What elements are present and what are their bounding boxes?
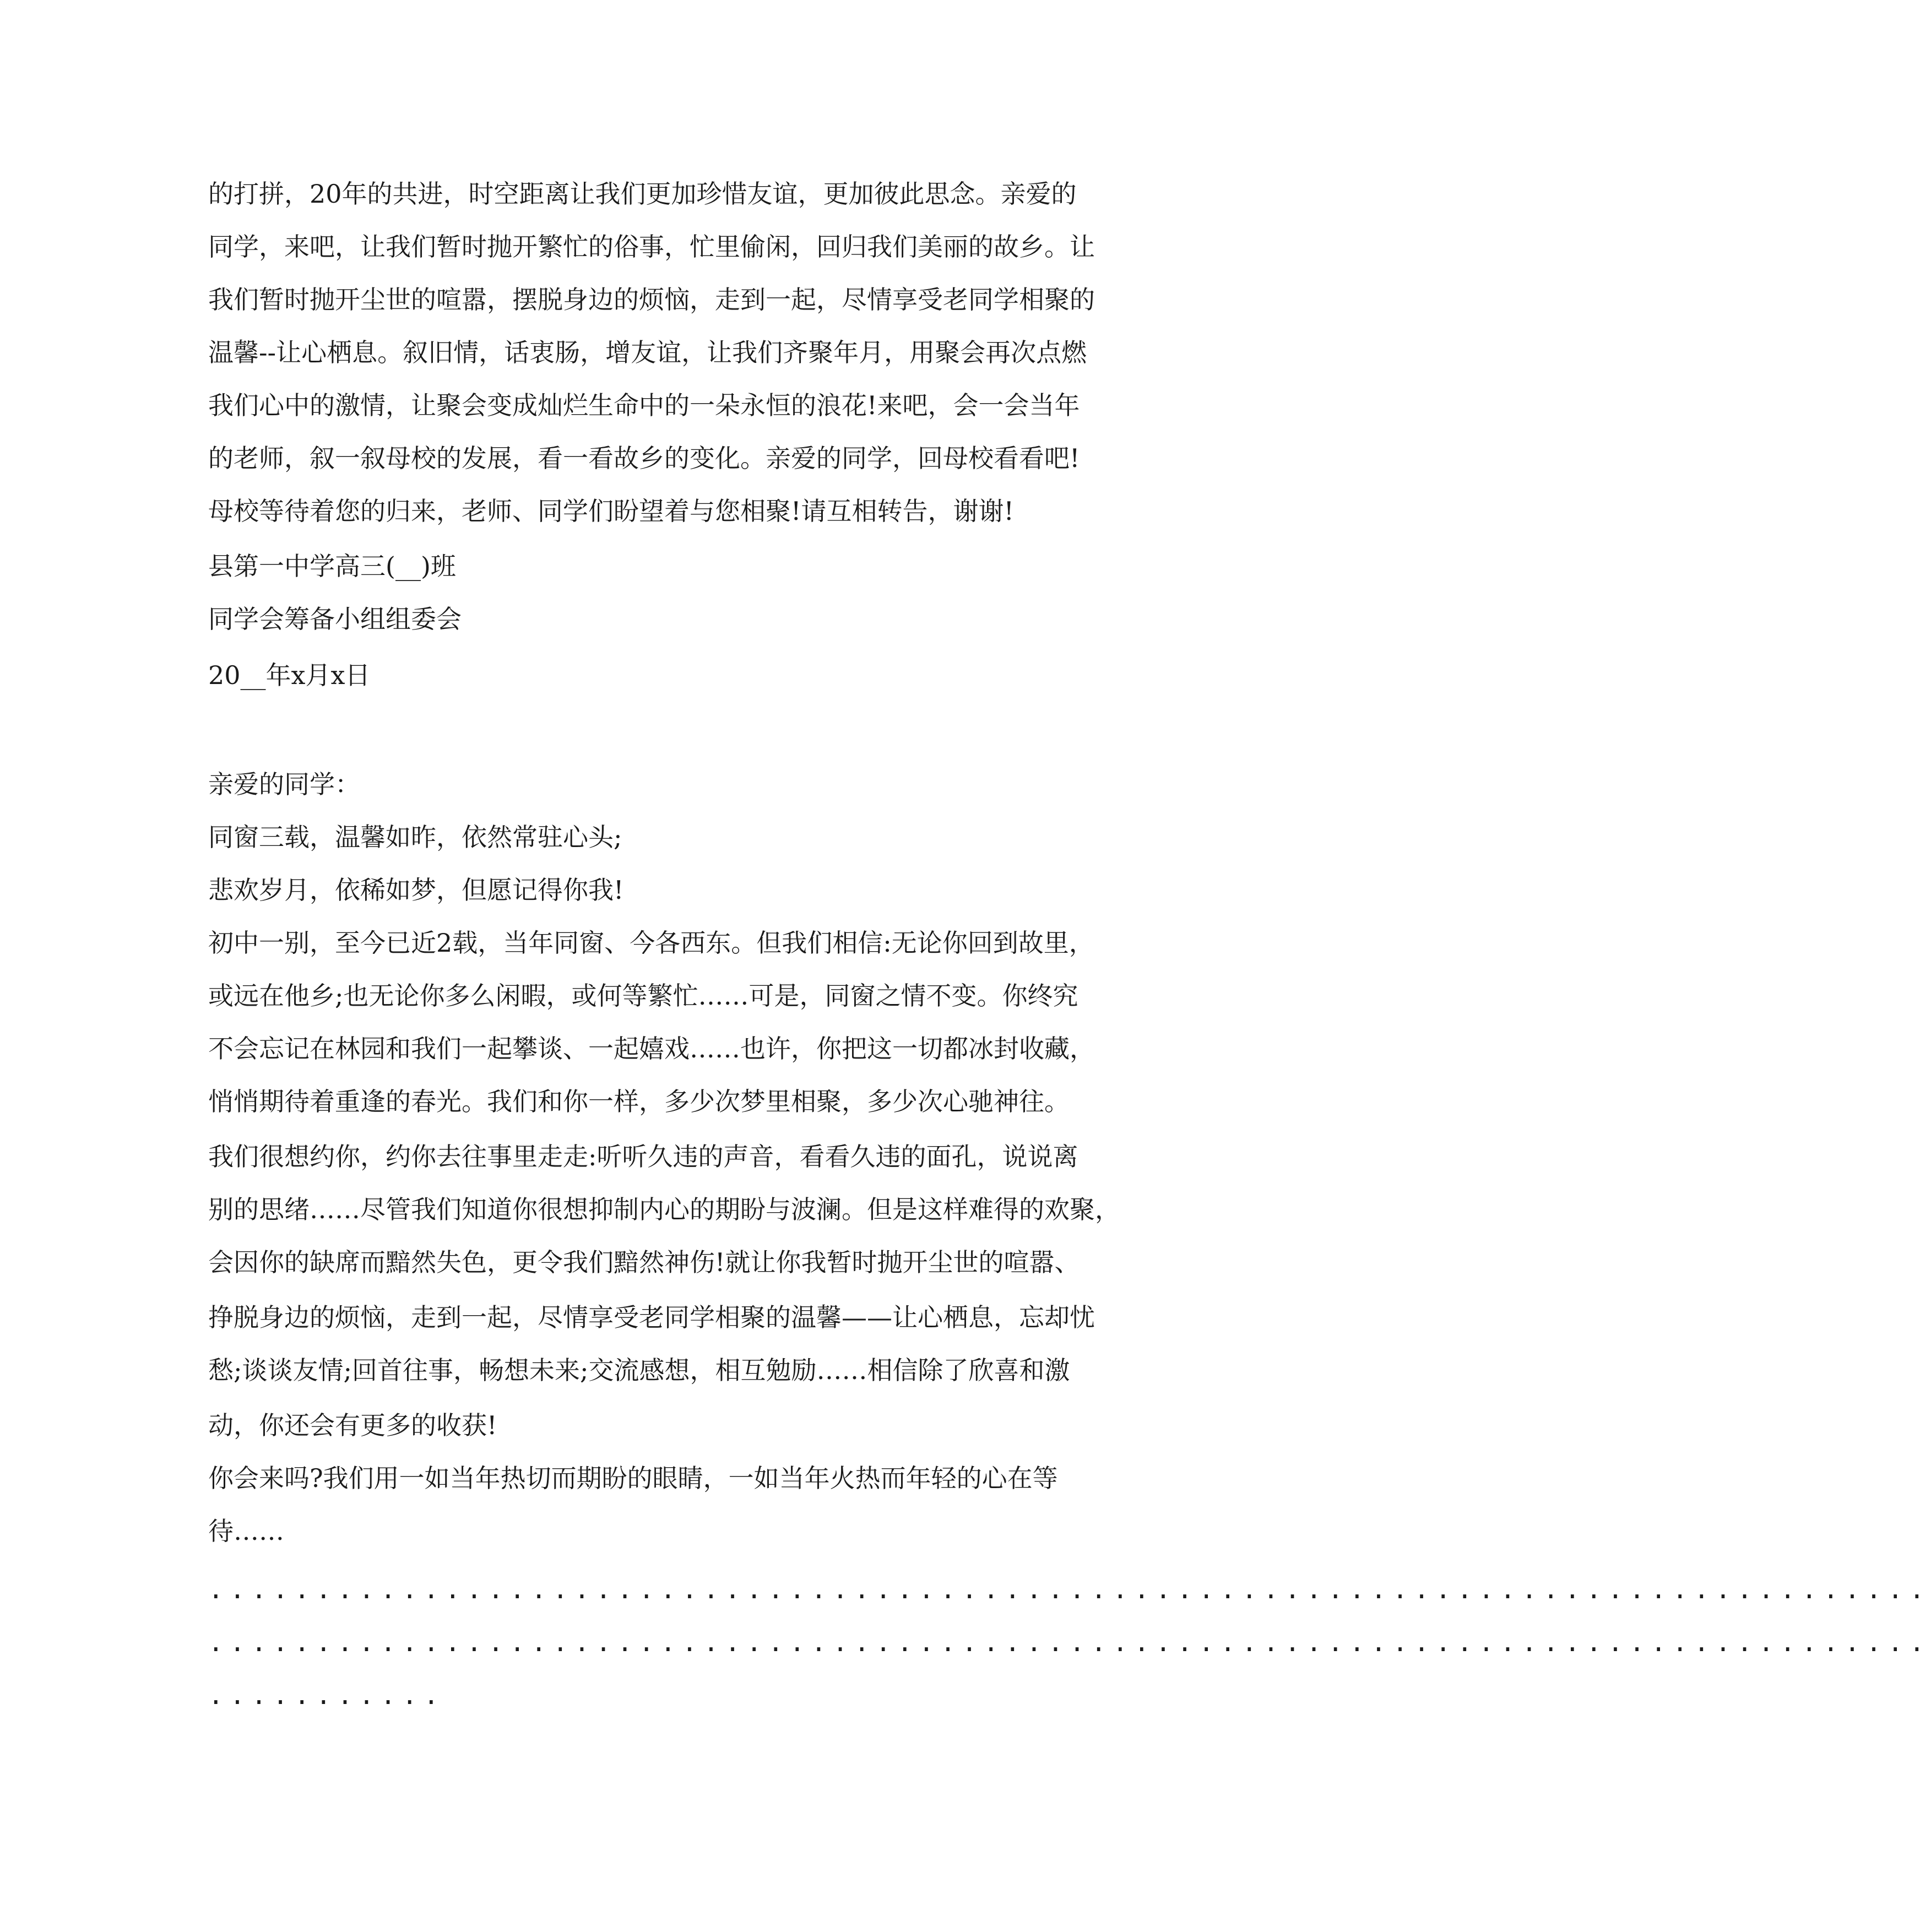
paragraph-line: 不会忘记在林园和我们一起攀谈、一起嬉戏……也许，你把这一切都冰封收藏， (208, 1034, 1095, 1063)
dotted-leader-line: ................................................................................ (208, 1627, 1931, 1657)
paragraph-line: 我们暂时抛开尘世的喧嚣，摆脱身边的烦恼，走到一起，尽情享受老同学相聚的 (208, 285, 1095, 314)
paragraph-line: 同学，来吧，让我们暂时抛开繁忙的俗事，忙里偷闲，回归我们美丽的故乡。让 (208, 232, 1095, 262)
dotted-leader-line: ................................................................................ (208, 1575, 1931, 1604)
paragraph-line: 的打拼，20年的共进，时空距离让我们更加珍惜友谊，更加彼此思念。亲爱的 (208, 179, 1077, 209)
paragraph-line: 温馨--让心栖息。叙旧情，话衷肠，增友谊，让我们齐聚年月，用聚会再次点燃 (208, 338, 1087, 367)
paragraph-line: 悄悄期待着重逢的春光。我们和你一样，多少次梦里相聚，多少次心驰神往。 (208, 1087, 1070, 1116)
paragraph-line: 同窗三载，温馨如昨，依然常驻心头; (208, 822, 622, 852)
signature-date: 20__年x月x日 (208, 660, 371, 690)
paragraph-line: 或远在他乡;也无论你多么闲暇，或何等繁忙……可是，同窗之情不变。你终究 (208, 981, 1078, 1011)
paragraph-line: 母校等待着您的归来，老师、同学们盼望着与您相聚!请互相转告，谢谢! (208, 496, 1014, 526)
signature-committee: 同学会筹备小组组委会 (208, 604, 462, 634)
paragraph-line: 我们心中的激情，让聚会变成灿烂生命中的一朵永恒的浪花!来吧，会一会当年 (208, 390, 1080, 420)
paragraph-line: 你会来吗?我们用一如当年热切而期盼的眼睛，一如当年火热而年轻的心在等 (208, 1463, 1058, 1493)
paragraph-line: 待…… (208, 1516, 284, 1546)
paragraph-line: 会因你的缺席而黯然失色，更令我们黯然神伤!就让你我暂时抛开尘世的喧嚣、 (208, 1247, 1080, 1277)
signature-school: 县第一中学高三(__)班 (208, 551, 456, 581)
paragraph-line: 挣脱身边的烦恼，走到一起，尽情享受老同学相聚的温馨——让心栖息，忘却忧 (208, 1303, 1095, 1332)
salutation: 亲爱的同学： (208, 769, 360, 799)
dotted-leader-line: ........... (208, 1680, 446, 1710)
paragraph-line: 我们很想约你，约你去往事里走走:听听久违的声音，看看久违的面孔，说说离 (208, 1142, 1078, 1171)
paragraph-line: 的老师，叙一叙母校的发展，看一看故乡的变化。亲爱的同学，回母校看看吧! (208, 443, 1080, 473)
paragraph-line: 愁;谈谈友情;回首往事，畅想未来;交流感想，相互勉励……相信除了欣喜和激 (208, 1355, 1070, 1385)
paragraph-line: 悲欢岁月，依稀如梦，但愿记得你我! (208, 875, 624, 905)
paragraph-line: 初中一别，至今已近2载，当年同窗、今各西东。但我们相信:无论你回到故里， (208, 928, 1094, 958)
paragraph-line: 别的思绪……尽管我们知道你很想抑制内心的期盼与波澜。但是这样难得的欢聚， (208, 1195, 1120, 1224)
paragraph-line: 动，你还会有更多的收获! (208, 1410, 497, 1440)
